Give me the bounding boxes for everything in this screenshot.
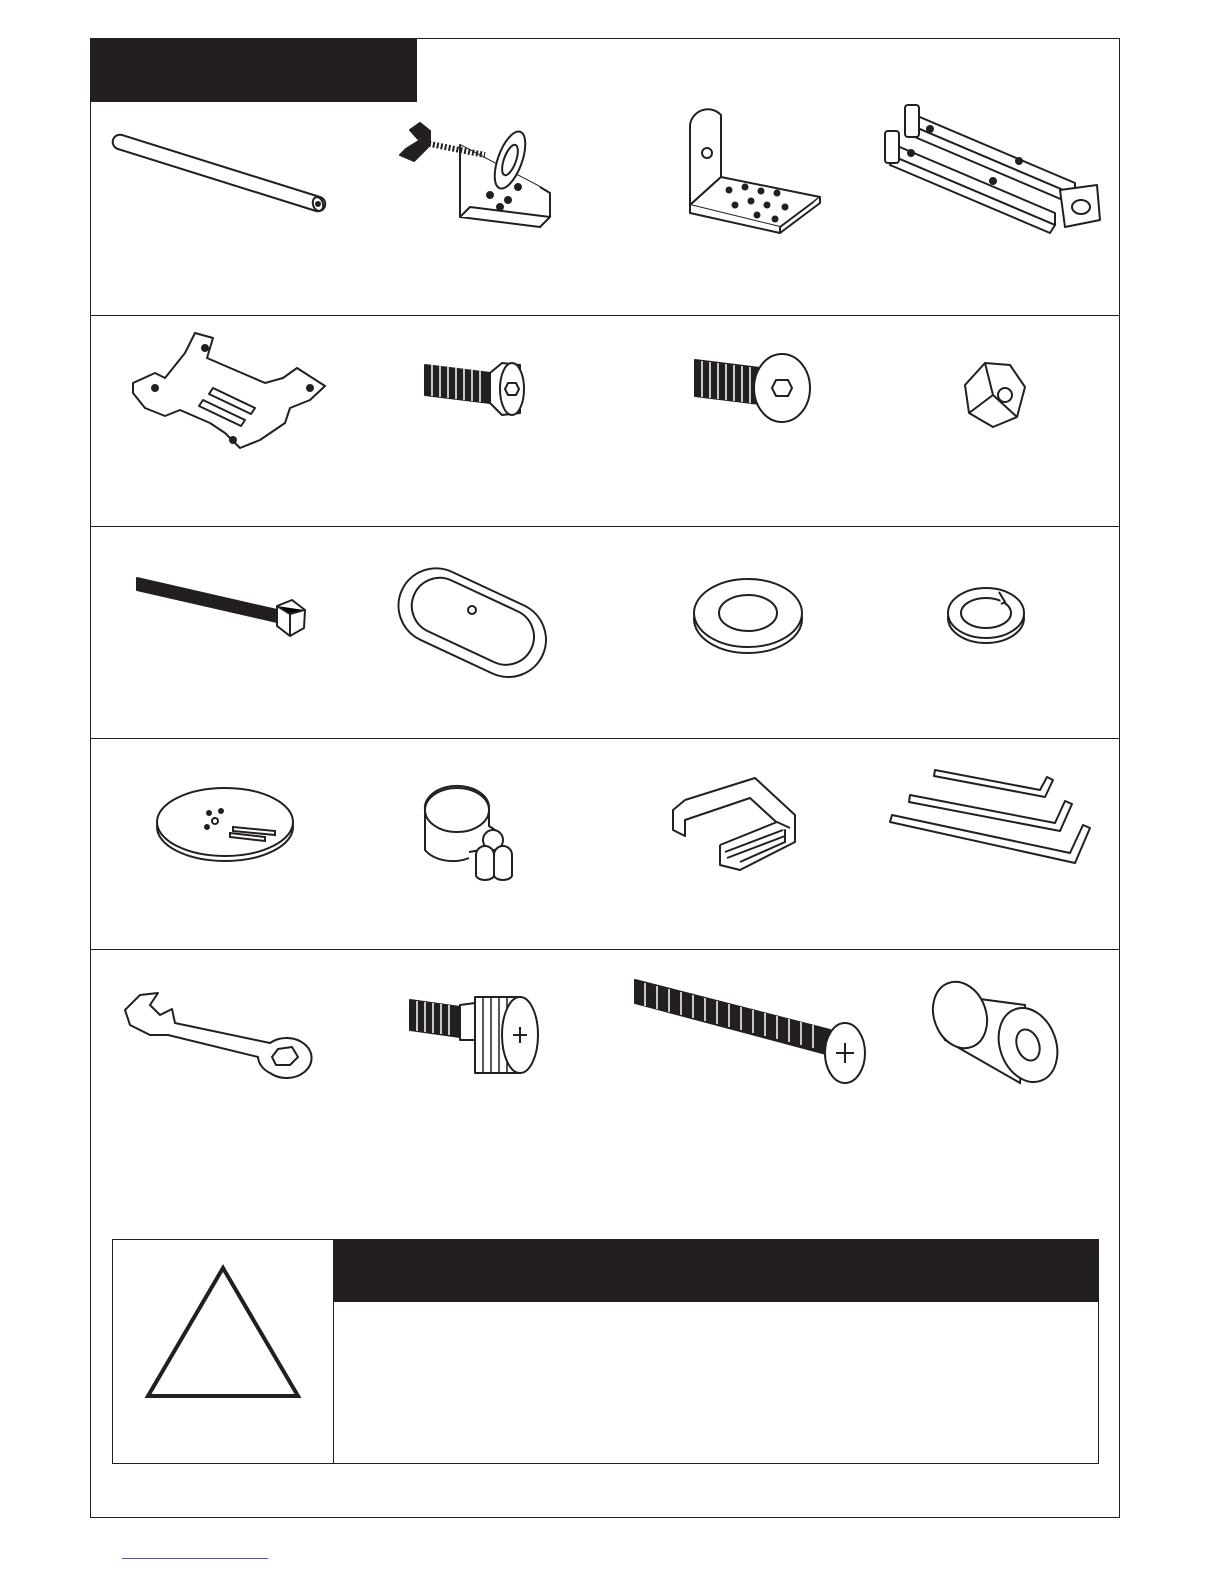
cable-clip-icon [415, 770, 525, 885]
footer-link[interactable] [122, 1558, 268, 1559]
row-divider [91, 738, 1119, 739]
warning-header [334, 1240, 1098, 1302]
row-divider [91, 315, 1119, 316]
warning-icon-cell [113, 1240, 334, 1463]
thumb-screw-icon [405, 985, 545, 1085]
slotted-disc-icon [155, 783, 295, 863]
parts-header [91, 39, 417, 102]
row-divider [91, 949, 1119, 950]
pole-icon [112, 125, 332, 215]
warning-text [354, 1320, 1078, 1449]
hex-bolt-icon [132, 570, 312, 645]
long-phillips-screw-icon [630, 975, 870, 1090]
desk-clamp-icon [390, 105, 565, 235]
vesa-plate-icon [125, 328, 335, 458]
warning-box [112, 1239, 1099, 1464]
allen-keys-icon [890, 765, 1100, 885]
row-divider [91, 526, 1119, 527]
wrench-icon [120, 985, 320, 1085]
cable-clip-bracket-icon [665, 770, 800, 885]
flat-head-screw-icon [420, 355, 530, 425]
lock-washer-icon [945, 580, 1027, 650]
l-bracket-icon [685, 105, 825, 235]
warning-triangle-icon [113, 1240, 334, 1462]
button-head-screw-icon [690, 350, 815, 435]
hex-nut-icon [955, 355, 1035, 435]
flat-washer-icon [692, 575, 804, 660]
dual-arm-icon [875, 95, 1110, 250]
spacer-icon [930, 975, 1060, 1090]
oval-grommet-plate-icon [390, 555, 555, 690]
